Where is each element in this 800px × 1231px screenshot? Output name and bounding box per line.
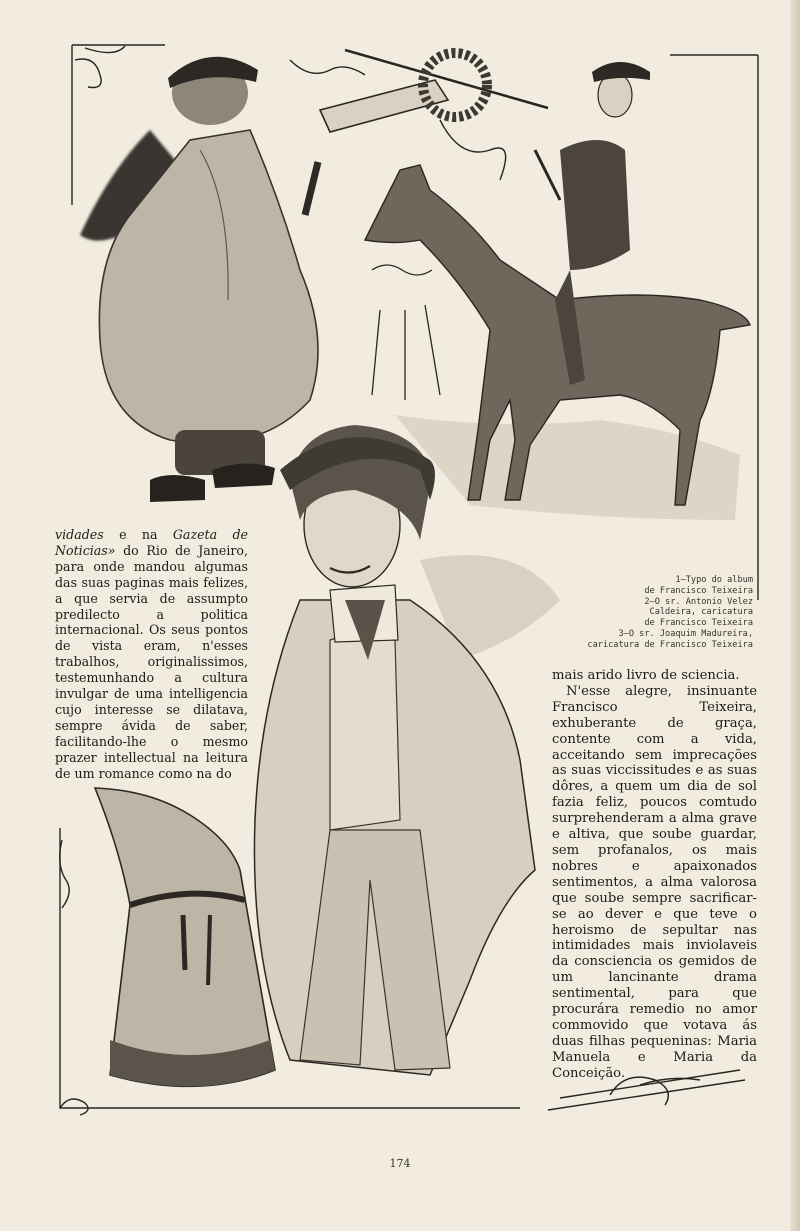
article-right-line: mais arido livro de sciencia. [552, 668, 740, 683]
caption-line: 1—Typo do album [675, 575, 753, 585]
caption-line: caricatura de Francisco Teixeira [587, 639, 753, 650]
caption-line: 2—O sr. Antonio Velez [644, 596, 753, 607]
article-column-right [552, 668, 757, 1082]
caricature-bearded-man [80, 57, 318, 502]
text-run: vidades [55, 527, 104, 542]
article-column-left [55, 527, 248, 782]
ornament-pen-palette-wreath [290, 50, 548, 180]
caption-line: de Francisco Teixeira [644, 585, 753, 596]
caricature-horse-rider [365, 62, 750, 520]
page-edge [790, 0, 800, 1231]
caricature-man-in-suit [254, 425, 560, 1075]
caption-line: 3—O sr. Joaquim Madureira, [618, 628, 753, 639]
article-left-paragraph [55, 527, 248, 782]
pitcher [95, 788, 275, 1086]
page-number: 174 [389, 1157, 411, 1170]
text-run: do Rio de Janeiro, para onde mandou algumas das suas paginas mais felizes, a que servia de assumpto predilecto a politica internacional. Os seus pontos de vista eram, n'esses trabalhos, originalissimos, testemunhando a cultura invulgar de uma intelligencia cujo interesse se dilatava, sempre ávida de saber, facilitando-lhe o mesmo prazer intellectual na leitura de um romance como na do [55, 542, 248, 781]
caption-line: Caldeira, caricatura [649, 607, 753, 618]
text-run: e na [103, 527, 173, 542]
ornament-tripod [372, 265, 440, 400]
caption-line: de Francisco Teixeira [644, 618, 753, 629]
figure-caption [578, 575, 753, 651]
text-run: Gazeta de Noticias» [55, 527, 248, 558]
article-right-paragraph: N'esse alegre, insinuante Francisco Teixeira, exhuberante de graça, contente com a vida, acceitando sem imprecações as suas viccissitudes e as suas dôres, a quem um dia de sol fazia feliz, poucos comtudo surprehenderam a alma grave e altiva, que soube guardar, sem profanalos, os mais nobres e apaixonados sentimentos, a alma valorosa que soube sempre sacrificar-se ao dever e que teve o heroismo de sepultar nas intimidades mais inviolaveis da consciencia os gemidos de um lancinante drama sentimental, para que procurára remedio no amor commovido que votava ás duas filhas pequeninas: Maria Manuela e Maria da Conceição. [552, 683, 757, 1081]
